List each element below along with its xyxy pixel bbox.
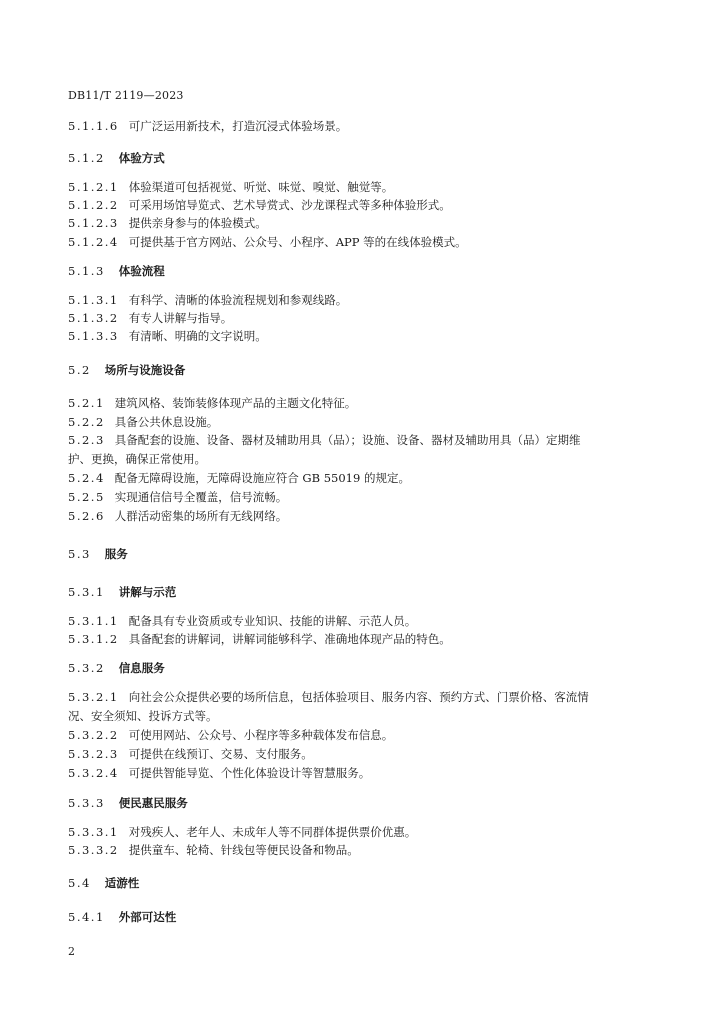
- clause-number: 5.1.1.6: [68, 119, 119, 133]
- clause-number: 5.1.2.3: [68, 216, 119, 230]
- clause-number: 5.2.3: [68, 433, 105, 447]
- heading-5-3-3: [68, 796, 188, 810]
- clause-number: 5.1.3.2: [68, 311, 119, 325]
- clause-text: 具备公共休息设施。: [114, 415, 219, 429]
- heading-number: 5.1.3: [68, 264, 105, 278]
- heading-5-2: [68, 363, 185, 377]
- clause-number: 5.2.4: [68, 471, 105, 485]
- clause-number: 5.3.1.1: [68, 614, 119, 628]
- clause-text: 向社会公众提供必要的场所信息，包括体验项目、服务内容、预约方式、门票价格、客流情: [128, 690, 589, 704]
- clause-text: 可使用网站、公众号、小程序等多种载体发布信息。: [128, 728, 394, 742]
- clause-5-2-2: [68, 415, 218, 429]
- clause-text: 可提供在线预订、交易、支付服务。: [128, 747, 313, 761]
- clause-text: 有清晰、明确的文字说明。: [128, 329, 267, 343]
- clause-5-2-1: [68, 396, 356, 410]
- clause-text: 配备无障碍设施，无障碍设施应符合 GB 55019 的规定。: [114, 471, 410, 485]
- clause-text: 对残疾人、老年人、未成年人等不同群体提供票价优惠。: [128, 825, 417, 839]
- heading-text: 体验方式: [118, 151, 165, 165]
- heading-number: 5.2: [68, 363, 91, 377]
- heading-text: 便民惠民服务: [118, 796, 188, 810]
- standard-code-header: DB11/T 2119—2023: [68, 89, 184, 102]
- clause-number: 5.1.2.4: [68, 235, 119, 249]
- clause-5-1-2-3: [68, 216, 267, 230]
- clause-text: 提供亲身参与的体验模式。: [128, 216, 267, 230]
- clause-number: 5.2.1: [68, 396, 105, 410]
- heading-5-4: [68, 876, 139, 890]
- heading-number: 5.4: [68, 876, 91, 890]
- heading-text: 适游性: [104, 876, 140, 890]
- clause-number: 5.3.2.1: [68, 690, 119, 704]
- clause-number: 5.2.2: [68, 415, 105, 429]
- heading-number: 5.3.3: [68, 796, 105, 810]
- heading-text: 体验流程: [118, 264, 165, 278]
- clause-5-1-2-1: [68, 180, 393, 194]
- clause-number: 5.2.5: [68, 490, 105, 504]
- clause-number: 5.1.3.1: [68, 293, 119, 307]
- clause-5-3-2-2: [68, 728, 393, 742]
- clause-5-2-4: [68, 471, 410, 485]
- clause-text: 具备配套的讲解词，讲解词能够科学、准确地体现产品的特色。: [128, 632, 451, 646]
- clause-5-3-1-2: [68, 632, 451, 646]
- clause-text: 况、安全须知、投诉方式等。: [68, 709, 218, 723]
- clause-5-3-3-2: [68, 843, 359, 857]
- clause-5-2-3: [68, 433, 581, 447]
- clause-5-2-6: [68, 509, 287, 523]
- clause-5-3-3-1: [68, 825, 416, 839]
- clause-5-1-3-1: [68, 293, 347, 307]
- heading-5-4-1: [68, 910, 176, 924]
- heading-5-3-2: [68, 661, 165, 675]
- clause-number: 5.3.2.2: [68, 728, 119, 742]
- clause-text: 可提供智能导览、个性化体验设计等智慧服务。: [128, 766, 371, 780]
- clause-text: 可广泛运用新技术，打造沉浸式体验场景。: [128, 119, 348, 133]
- clause-text: 有科学、清晰的体验流程规划和参观线路。: [128, 293, 348, 307]
- clause-number: 5.3.3.2: [68, 843, 119, 857]
- clause-text: 可提供基于官方网站、公众号、小程序、APP 等的在线体验模式。: [128, 235, 467, 249]
- clause-number: 5.3.2.3: [68, 747, 119, 761]
- heading-5-1-3: [68, 264, 165, 278]
- heading-number: 5.3: [68, 547, 91, 561]
- heading-5-3-1: [68, 585, 176, 599]
- clause-text: 提供童车、轮椅、针线包等便民设备和物品。: [128, 843, 359, 857]
- clause-number: 5.1.2.1: [68, 180, 119, 194]
- clause-number: 5.3.1.2: [68, 632, 119, 646]
- clause-5-3-2-1: [68, 690, 589, 704]
- clause-number: 5.1.3.3: [68, 329, 119, 343]
- heading-number: 5.4.1: [68, 910, 105, 924]
- clause-5-3-1-1: [68, 614, 416, 628]
- clause-number: 5.3.2.4: [68, 766, 119, 780]
- clause-text: 建筑风格、装饰装修体现产品的主题文化特征。: [114, 396, 357, 410]
- heading-number: 5.3.1: [68, 585, 105, 599]
- clause-5-1-3-2: [68, 311, 232, 325]
- clause-number: 5.3.3.1: [68, 825, 119, 839]
- heading-text: 讲解与示范: [118, 585, 177, 599]
- clause-number: 5.1.2.2: [68, 198, 119, 212]
- clause-5-1-3-3: [68, 329, 267, 343]
- clause-text: 有专人讲解与指导。: [128, 311, 233, 325]
- heading-text: 外部可达性: [118, 910, 177, 924]
- clause-number: 5.2.6: [68, 509, 105, 523]
- heading-number: 5.1.2: [68, 151, 105, 165]
- clause-5-2-5: [68, 490, 287, 504]
- clause-5-1-2-4: [68, 235, 467, 249]
- clause-5-3-2-3: [68, 747, 313, 761]
- clause-text: 可采用场馆导览式、艺术导赏式、沙龙课程式等多种体验形式。: [128, 198, 451, 212]
- heading-text: 信息服务: [118, 661, 165, 675]
- clause-text: 体验渠道可包括视觉、听觉、味觉、嗅觉、触觉等。: [128, 180, 394, 194]
- clause-5-3-2-1-continued: [68, 709, 218, 723]
- clause-text: 实现通信信号全覆盖，信号流畅。: [114, 490, 288, 504]
- heading-text: 场所与设施设备: [104, 363, 186, 377]
- page-number: 2: [68, 945, 75, 958]
- clause-text: 护、更换，确保正常使用。: [68, 452, 206, 466]
- clause-5-1-2-2: [68, 198, 451, 212]
- clause-text: 配备具有专业资质或专业知识、技能的讲解、示范人员。: [128, 614, 417, 628]
- clause-5-1-1-6: [68, 119, 347, 133]
- heading-number: 5.3.2: [68, 661, 105, 675]
- clause-text: 具备配套的设施、设备、器材及辅助用具（品）；设施、设备、器材及辅助用具（品）定期维: [114, 433, 581, 447]
- clause-5-3-2-4: [68, 766, 370, 780]
- heading-5-3: [68, 547, 128, 561]
- heading-5-1-2: [68, 151, 165, 165]
- clause-5-2-3-continued: [68, 452, 206, 466]
- clause-text: 人群活动密集的场所有无线网络。: [114, 509, 288, 523]
- heading-text: 服务: [104, 547, 128, 561]
